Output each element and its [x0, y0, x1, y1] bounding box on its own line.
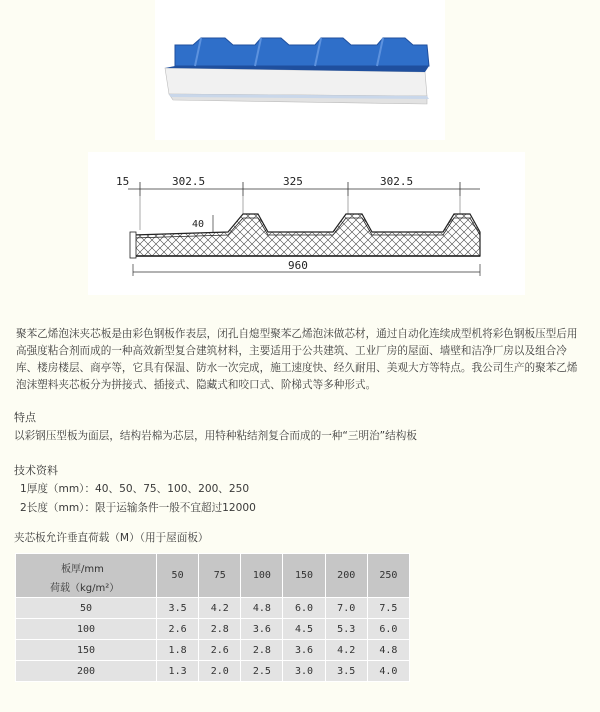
features-text: 以彩钢压型板为面层，结构岩棉为芯层，用特种粘结剂复合而成的一种“三明治”结构板 [14, 430, 417, 442]
table-cell: 4.2 [325, 640, 367, 661]
table-corner-cell [16, 554, 157, 598]
dim-total-label: 960 [288, 259, 308, 272]
table-cell: 7.5 [367, 598, 409, 619]
dim-c-label: 302.5 [380, 175, 414, 188]
table-cell: 4.5 [283, 619, 325, 640]
table-cell: 3.0 [283, 661, 325, 682]
column-header: 200 [325, 554, 367, 598]
column-header: 150 [283, 554, 325, 598]
table-cell: 7.0 [325, 598, 367, 619]
table-cell: 1.8 [157, 640, 199, 661]
dimension-diagram [88, 152, 525, 295]
dim-a-label: 302.5 [172, 175, 206, 188]
column-header: 100 [241, 554, 283, 598]
intro-paragraph: 聚苯乙烯泡沫夹芯板是由彩色钢板作表层，闭孔自熄型聚苯乙烯泡沫做芯材，通过自动化连续成型机将彩色钢板压型后用高强度粘合剂而成的一种高效新型复合建筑材料，主要适用于公共建筑、工业厂房的屋面、墙壁和洁净厂房以及组合冷库、楼房楼层、商亭等，它具有保温、防水一次完成，施工速度快、经久耐用、美观大方等特点。我公司生产的聚苯乙烯泡沫塑料夹芯板分为拼接式、插接式、隐藏式和咬口式、阶梯式等多种形式。 [16, 328, 578, 391]
table-cell: 2.6 [199, 640, 241, 661]
table-cell: 2.6 [157, 619, 199, 640]
tech-line-length: 2长度（mm）：限于运输条件一般不宜超过12000 [20, 502, 256, 514]
dim-left-label: 15 [116, 175, 130, 188]
product-photo [155, 0, 445, 140]
row-header: 150 [16, 640, 157, 661]
table-row [16, 619, 410, 640]
table-row [16, 598, 410, 619]
table-cell: 2.8 [241, 640, 283, 661]
cross-section-drawing [88, 152, 525, 295]
table-cell: 4.0 [367, 661, 409, 682]
tech-title: 技术资料 [14, 464, 58, 477]
table-cell: 6.0 [283, 598, 325, 619]
table-cell: 3.5 [157, 598, 199, 619]
table-cell: 3.5 [325, 661, 367, 682]
table-cell: 4.8 [367, 640, 409, 661]
table-caption: 夹芯板允许垂直荷载（M）（用于屋面板） [14, 532, 209, 544]
column-header: 250 [367, 554, 409, 598]
table-row [16, 640, 410, 661]
corner-thickness-label: 板厚/mm [61, 564, 104, 575]
row-header: 200 [16, 661, 157, 682]
tech-line-thickness: 1厚度（mm）：40、50、75、100、200、250 [20, 483, 250, 495]
table-row [16, 661, 410, 682]
table-cell: 2.5 [241, 661, 283, 682]
table-cell: 5.3 [325, 619, 367, 640]
corner-load-label: 荷载（kg/m²） [50, 583, 120, 594]
features-title: 特点 [14, 411, 36, 424]
table-cell: 2.0 [199, 661, 241, 682]
column-header: 50 [157, 554, 199, 598]
table-cell: 3.6 [241, 619, 283, 640]
table-cell: 2.8 [199, 619, 241, 640]
column-header: 75 [199, 554, 241, 598]
row-header: 100 [16, 619, 157, 640]
row-header: 50 [16, 598, 157, 619]
table-cell: 3.6 [283, 640, 325, 661]
table-cell: 4.8 [241, 598, 283, 619]
load-table [15, 553, 410, 682]
dim-height-label: 40 [192, 219, 205, 230]
dim-b-label: 325 [283, 175, 303, 188]
table-cell: 6.0 [367, 619, 409, 640]
sandwich-panel-image [155, 0, 445, 140]
table-cell: 4.2 [199, 598, 241, 619]
table-cell: 1.3 [157, 661, 199, 682]
table-header-row [16, 554, 410, 598]
